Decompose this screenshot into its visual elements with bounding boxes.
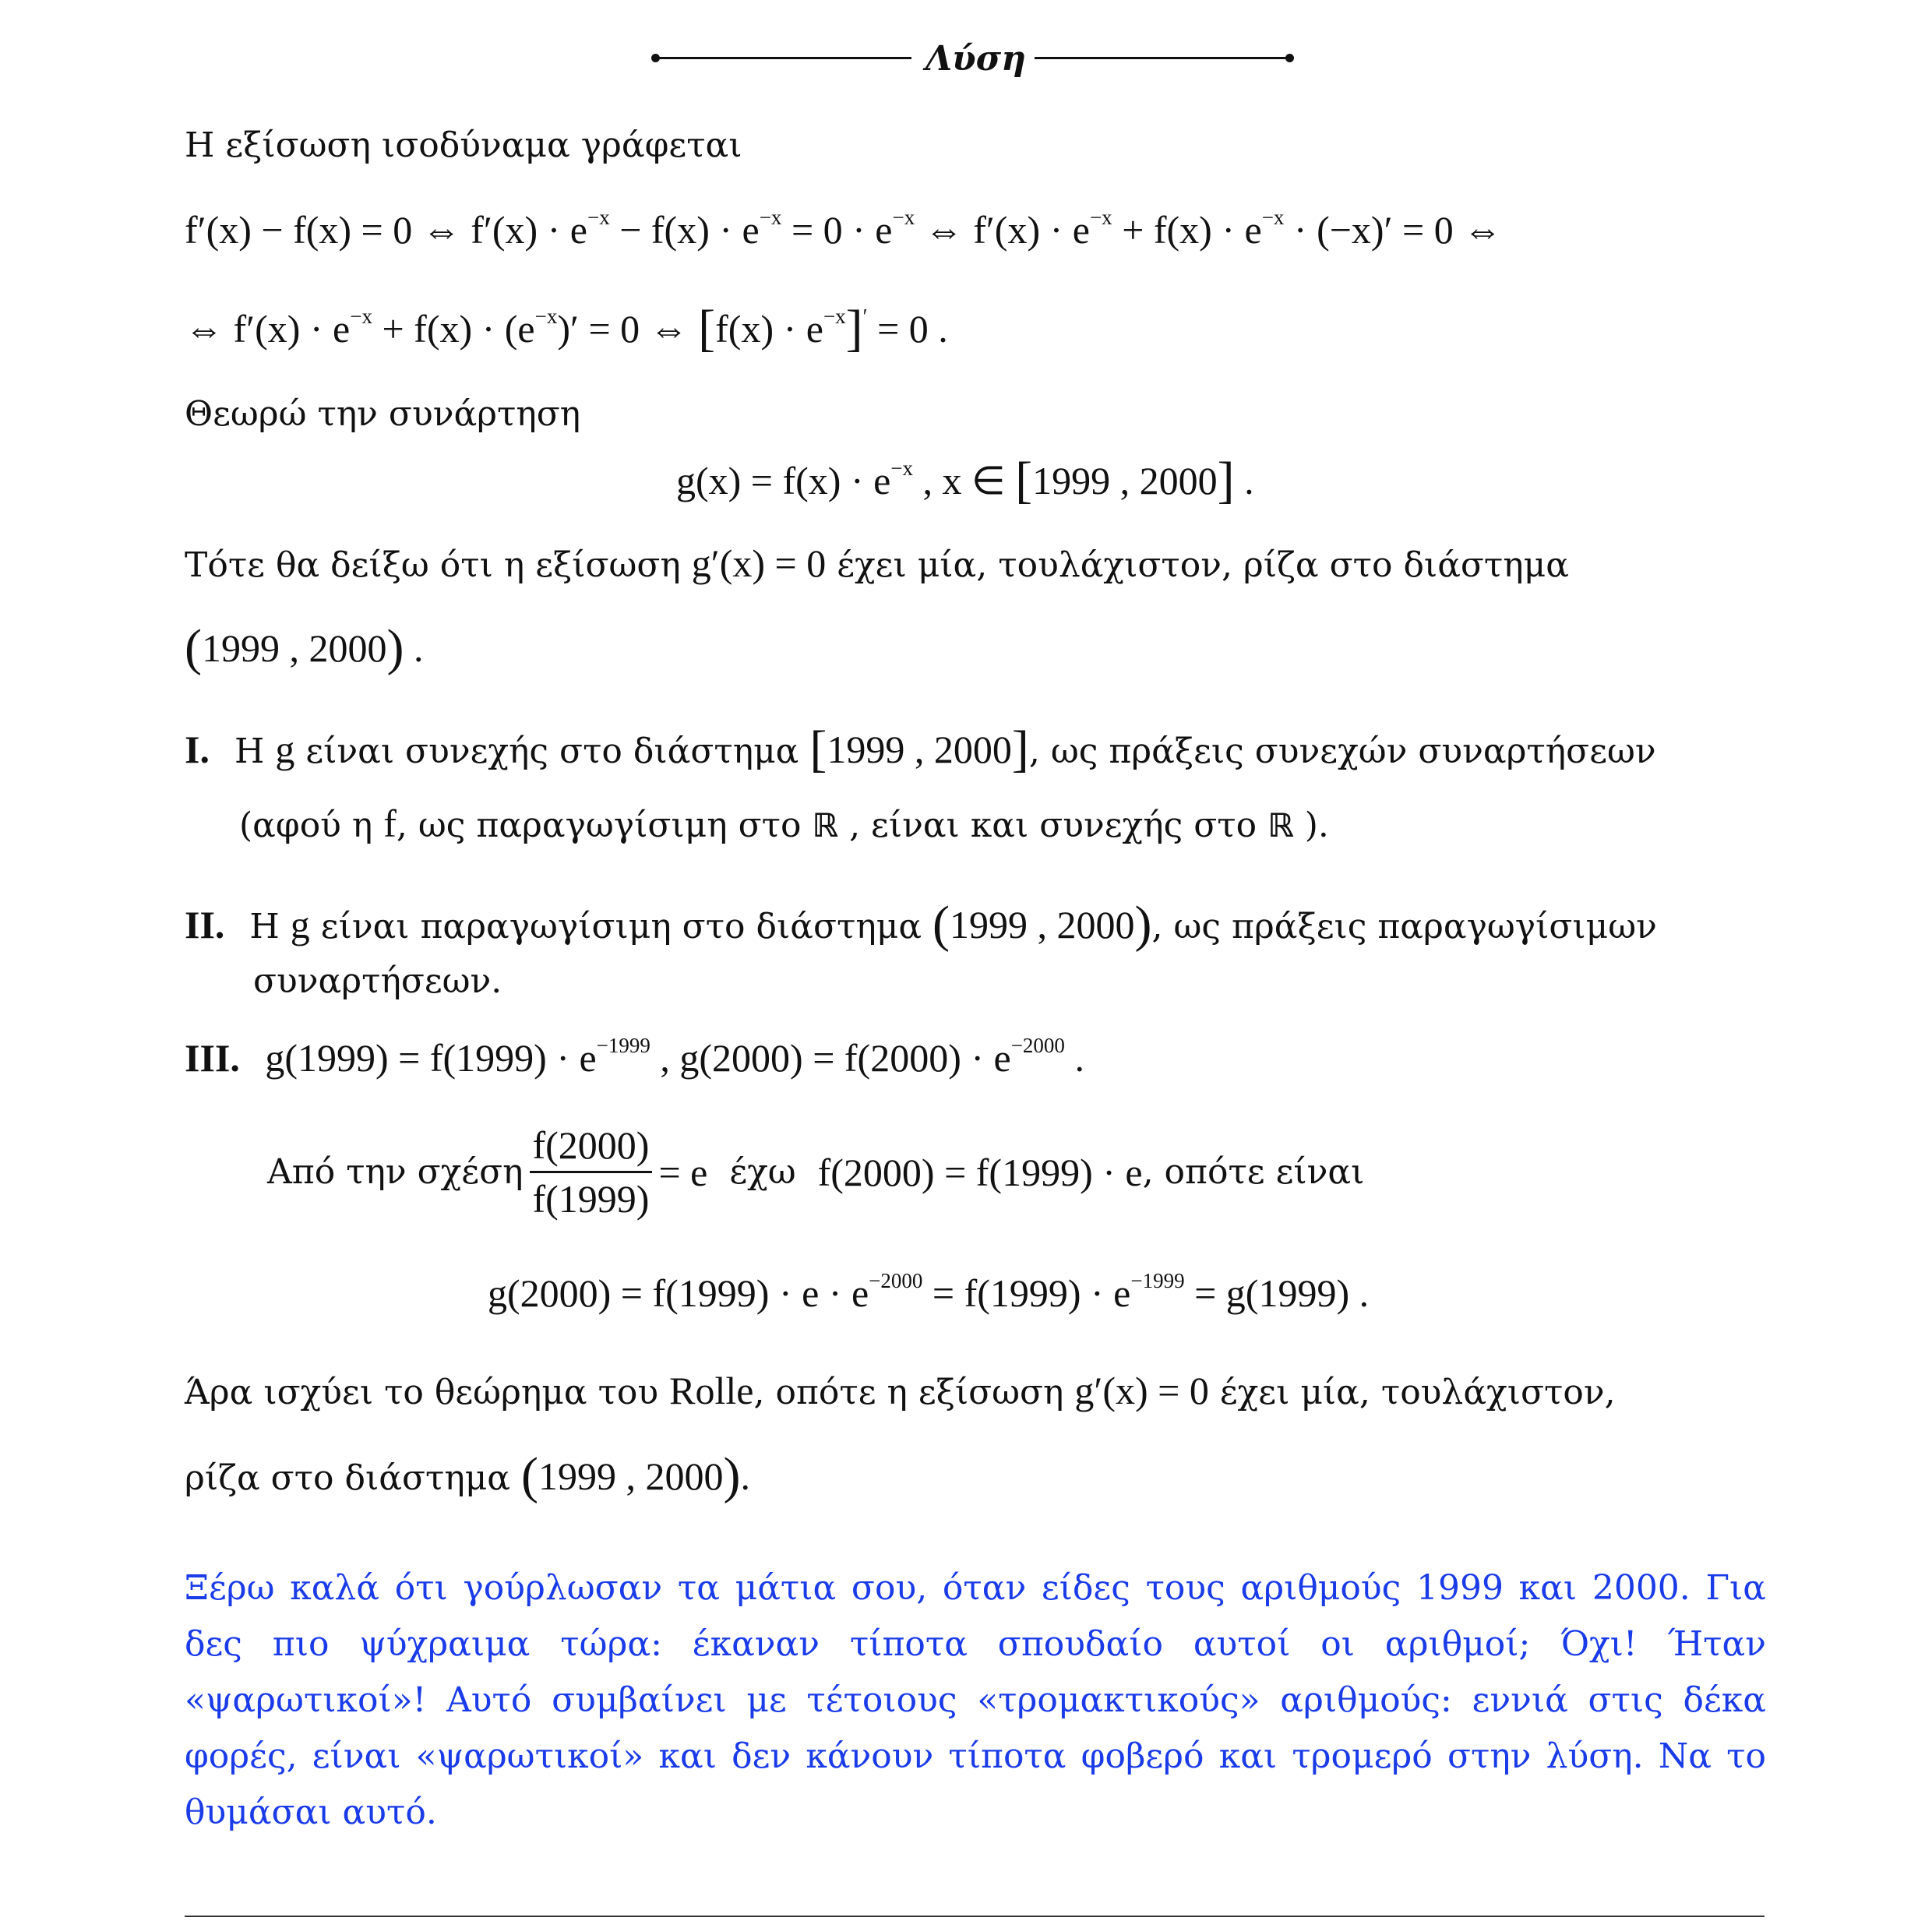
item-2-label: II.: [185, 903, 225, 946]
eq2-prime: ′: [862, 305, 868, 328]
fraction-denominator: f(1999): [532, 1177, 650, 1221]
paren-left: (: [521, 1447, 538, 1504]
item-2-line-2: συναρτήσεων.: [253, 961, 502, 1001]
item-3: [185, 1034, 1084, 1080]
eq1-exp: −x: [1089, 206, 1112, 229]
item-3-label: III.: [185, 1036, 240, 1080]
eq1-exp: −x: [587, 206, 610, 229]
eq2-part: + f(x) · (e: [372, 307, 535, 351]
header-rule-left: [657, 57, 911, 59]
eq1-part: − f(x) · e: [609, 208, 760, 252]
intro-text: Η εξίσωση ισοδύναμα γράφεται: [185, 125, 742, 165]
g-definition: [676, 452, 1254, 509]
item-2: [185, 896, 1657, 953]
bracket-right: ]: [1011, 721, 1029, 777]
then-math: g′(x) = 0: [691, 541, 827, 585]
reals-symbol: ℝ: [1267, 806, 1294, 844]
solution-title: Λύση: [925, 39, 1027, 79]
paren-left: (: [185, 619, 202, 676]
item-3-exp: −2000: [1010, 1034, 1065, 1057]
eq1-part: · (−x)′ = 0 ⇔: [1284, 208, 1503, 252]
eq2-part: ⇔ f′(x) · e: [185, 307, 351, 351]
gdef-part: .: [1234, 459, 1254, 502]
eq1-exp: −x: [892, 206, 915, 229]
ratio-line: [267, 1123, 1365, 1221]
conclusion-text: ρίζα στο διάστημα: [185, 1458, 522, 1498]
item-3-math: g(1999) = f(1999) · e: [265, 1036, 597, 1080]
fraction: [530, 1123, 653, 1221]
eq1-exp: −x: [1261, 206, 1285, 229]
interval: 1999 , 2000: [950, 903, 1135, 946]
eq2-exp: −x: [534, 305, 558, 328]
item-2-text: είναι παραγωγίσιμη στο διάστημα: [309, 907, 933, 946]
bracket-left: [: [1015, 452, 1033, 509]
item-1-g: g: [275, 728, 295, 771]
ratio-math: f(2000) = f(1999) · e: [817, 1150, 1143, 1194]
item-1-text: , ως πράξεις συνεχών συναρτήσεων: [1028, 731, 1656, 771]
consider-text: Θεωρώ την συνάρτηση: [185, 394, 581, 434]
then-text: έχει μία, τουλάχιστον, ρίζα στο διάστημα: [826, 545, 1569, 585]
ratio-math: = e: [658, 1150, 708, 1194]
equation-line-2: [185, 300, 948, 357]
conclusion-text: έχει μία, τουλάχιστον,: [1208, 1373, 1616, 1412]
item-2-text: Η: [249, 907, 291, 946]
item-1-text: είναι συνεχής στο διάστημα: [294, 731, 810, 771]
eqg-part: = f(1999) · e: [922, 1271, 1131, 1315]
conclusion-math: g′(x) = 0: [1074, 1369, 1209, 1412]
conclusion-line-1: [185, 1371, 1616, 1410]
gdef-interval: 1999 , 2000: [1032, 459, 1218, 502]
g2000-equation: [488, 1269, 1370, 1315]
gdef-exp: −x: [890, 456, 914, 480]
then-line: [185, 541, 1569, 585]
eq2-exp: −x: [823, 305, 846, 328]
item-1-text: ).: [1293, 805, 1329, 845]
bracket-right: ]: [845, 300, 863, 357]
period: .: [740, 1454, 750, 1498]
eq1-part: ⇔ f′(x) · e: [915, 208, 1090, 252]
then-text: Τότε θα δείξω ότι η εξίσωση: [185, 545, 692, 585]
conclusion-text: Άρα ισχύει το θεώρημα του: [185, 1373, 670, 1412]
eq2-part: )′ = 0 ⇔: [557, 307, 699, 351]
eqg-part: = g(1999) .: [1184, 1271, 1370, 1315]
eqg-exp: −2000: [869, 1269, 923, 1292]
item-1-label: I.: [185, 728, 210, 771]
item-3-math: , g(2000) = f(2000) · e: [650, 1036, 1011, 1080]
fraction-numerator: f(2000): [530, 1126, 653, 1173]
reals-symbol: ℝ: [812, 806, 839, 844]
author-note: Ξέρω καλά ότι γούρλωσαν τα μάτια σου, όταν είδες τους αριθμούς 1999 και 2000. Για δες πιο ψύχραιμα τώρα: έκαναν τίποτα σπουδαίο αυτοί οι αριθμοί; Όχι! Ήταν «ψαρωτικοί»! Αυτό συμβαίνει με τέτοιους «τρομακτικούς» αριθμούς: εννιά στις δέκα φορές, είναι «ψαρωτικοί» και δεν κάνουν τίποτα φοβερό και τρομερό στην λύση. Να το θυμάσαι αυτό.: [185, 1568, 1766, 1832]
interval: 1999 , 2000: [201, 626, 387, 670]
item-1-text: (αφού η: [239, 805, 384, 845]
gdef-part: , x ∈: [913, 459, 1016, 502]
eq2-exp: −x: [350, 305, 372, 328]
bracket-left: [: [698, 300, 716, 357]
item-2-g: g: [290, 903, 310, 946]
paren-right: ): [723, 1447, 741, 1504]
header-bullet-left: [651, 54, 660, 62]
ratio-text: έχω: [707, 1151, 818, 1192]
equation-line-1: [185, 206, 1503, 252]
rolle-name: Rolle: [669, 1369, 754, 1412]
item-1-line-2: [239, 804, 1329, 843]
period: .: [404, 626, 424, 670]
header-bullet-right: [1285, 54, 1294, 62]
then-interval: [185, 619, 424, 676]
paren-left: (: [933, 896, 950, 953]
item-2-text: , ως πράξεις παραγωγίσιμων: [1151, 907, 1657, 946]
eqg-part: g(2000) = f(1999) · e · e: [488, 1271, 869, 1315]
item-3-exp: −1999: [596, 1034, 650, 1057]
eq1-part: f′(x) − f(x) = 0 ⇔ f′(x) · e: [185, 208, 587, 252]
eqg-exp: −1999: [1130, 1269, 1185, 1292]
item-1: [185, 721, 1656, 777]
eq1-part: + f(x) · e: [1112, 208, 1262, 252]
item-1-f: f: [383, 802, 397, 845]
conclusion-text: , οπότε η εξίσωση: [753, 1373, 1075, 1412]
bracket-right: ]: [1217, 452, 1235, 509]
ratio-text: Από την σχέση: [267, 1151, 524, 1192]
eq1-exp: −x: [759, 206, 782, 229]
item-1-text: , είναι και συνεχής στο: [838, 805, 1268, 845]
eq2-part: = 0 .: [867, 307, 948, 351]
bracket-left: [: [809, 721, 827, 777]
ratio-text: , οπότε είναι: [1142, 1151, 1365, 1192]
conclusion-line-2: [185, 1447, 750, 1504]
item-3-math: .: [1064, 1036, 1084, 1080]
eq1-part: = 0 · e: [781, 208, 893, 252]
paren-right: ): [1134, 896, 1152, 953]
paren-right: ): [386, 619, 404, 676]
interval: 1999 , 2000: [827, 728, 1012, 771]
interval: 1999 , 2000: [538, 1454, 724, 1498]
item-1-text: Η: [234, 731, 276, 771]
header-rule-right: [1035, 57, 1289, 59]
footer-rule: [185, 1916, 1765, 1917]
gdef-part: g(x) = f(x) · e: [676, 459, 891, 502]
eq2-part: f(x) · e: [715, 307, 823, 351]
item-1-text: , ως παραγωγίσιμη στο: [396, 805, 813, 845]
